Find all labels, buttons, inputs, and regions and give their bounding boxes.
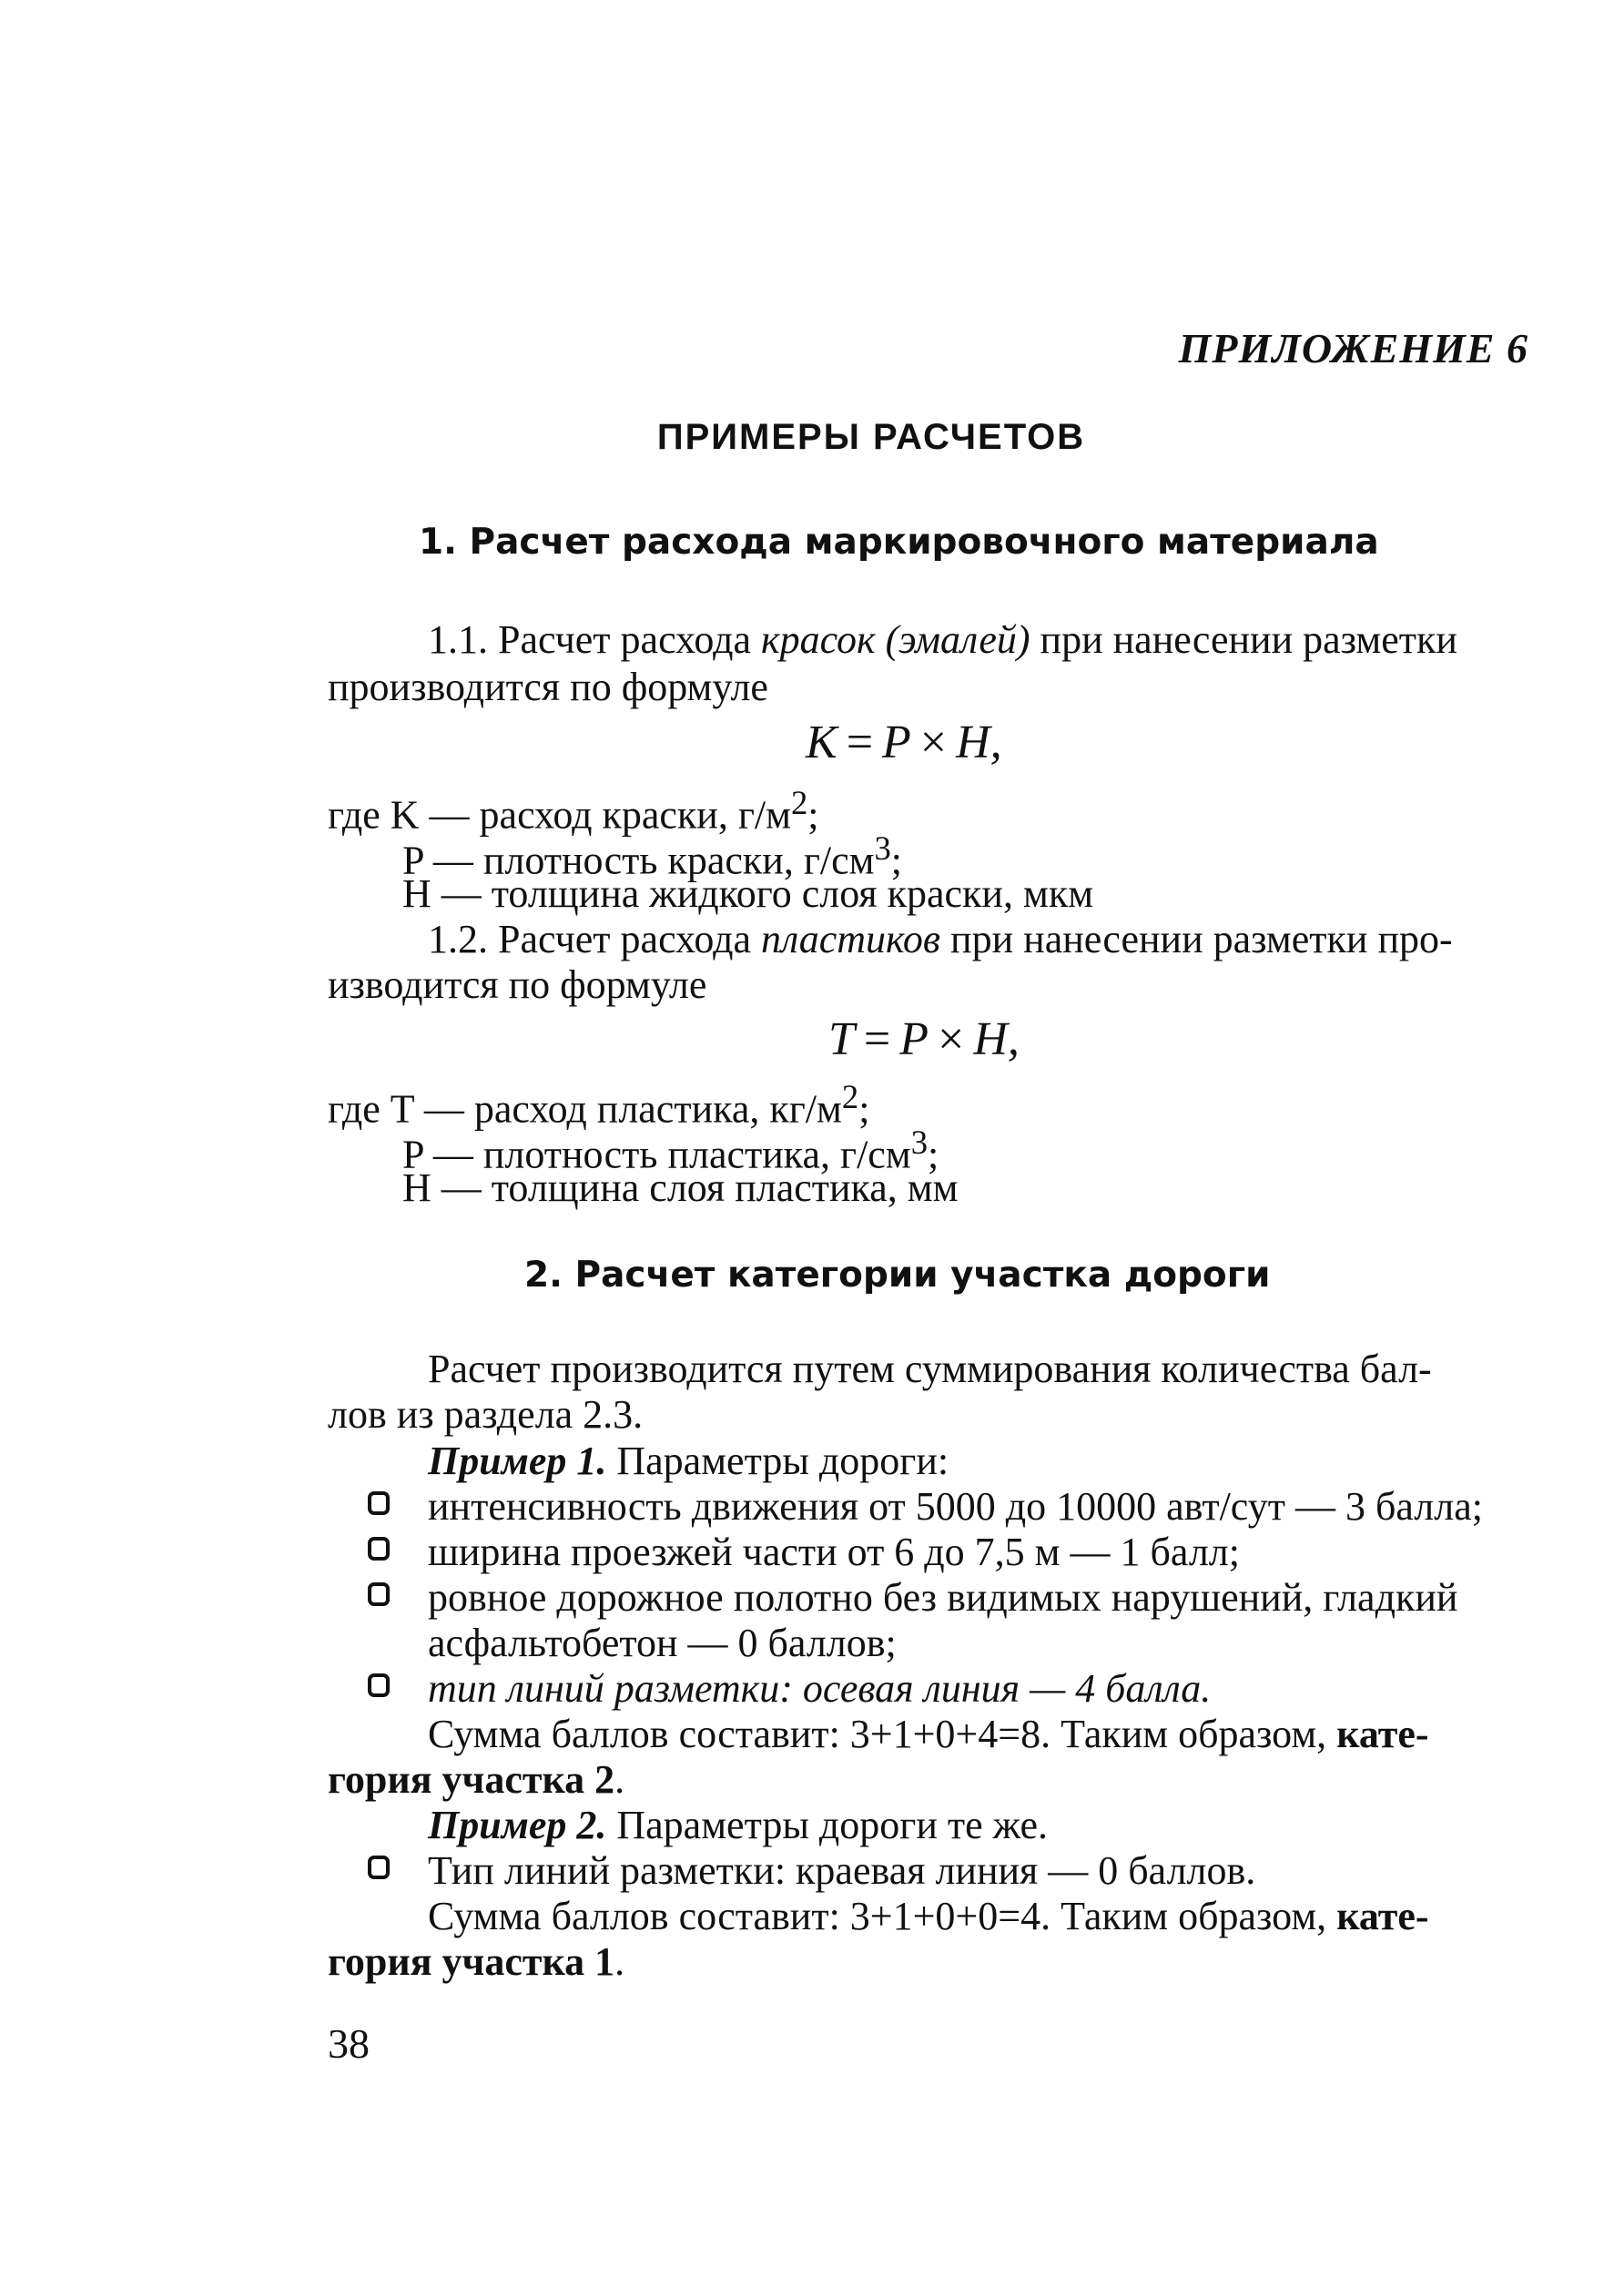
example-1-bullet-3-cont: асфальтобетон — 0 баллов; [428,1621,897,1665]
definition-p-plastic: P — плотность пластика, $г/см^3$; [402,1124,939,1177]
formula-k: K = P × H, [806,717,1002,768]
checkbox-bullet-icon [368,1673,390,1697]
example-1-sum-line-1: Сумма баллов составит: 3+1+0+4=8. Таким образом, кате- [428,1712,1429,1756]
appendix-label: ПРИЛОЖЕНИЕ 6 [1178,325,1528,371]
section-2-heading: 2. Расчет категории участка дороги [524,1255,1271,1296]
definition-k: где K — расход краски, $г/м^2$; [328,784,819,838]
example-1-heading: Пример 1. Параметры дороги: [428,1439,949,1483]
section-1-heading: 1. Расчет расхода маркировочного материала [419,522,1379,563]
section-2-intro-line-2: лов из раздела 2.3. [328,1392,644,1437]
example-1-bullet-1: интенсивность движения от 5000 до 10000 авт/сут — 3 балла; [428,1484,1483,1529]
checkbox-bullet-icon [368,1856,390,1879]
section-2-intro-line-1: Расчет производится путем суммирования количества бал- [428,1347,1432,1391]
definition-p: P — плотность краски, $г/см^3$; [402,829,903,883]
example-2-sum-line-2: гория участка 1. [328,1939,625,1984]
example-2-bullet: Тип линий разметки: краевая линия — 0 баллов. [428,1848,1256,1893]
definition-h-plastic: H — толщина слоя пластика, мм [402,1165,959,1210]
definition-h: H — толщина жидкого слоя краски, мкм [402,871,1094,916]
formula-t: T = P × H, [828,1013,1020,1065]
example-1-bullet-2: ширина проезжей части от 6 до 7,5 м — 1 балл; [428,1530,1240,1574]
checkbox-bullet-icon [368,1537,390,1561]
paragraph-1-2-line-2: изводится по формуле [328,962,707,1007]
example-1-sum-line-2: гория участка 2. [328,1757,625,1802]
emphasis-plastics: пластиков [761,917,941,961]
page-title: ПРИМЕРЫ РАСЧЕТОВ [656,417,1086,457]
definition-t: где T — расход пластика, $кг/м^2$; [328,1078,870,1132]
page-number: 38 [328,2020,370,2067]
paragraph-1-1-line-2: производится по формуле [328,665,768,709]
example-2-heading: Пример 2. Параметры дороги те же. [428,1803,1048,1847]
emphasis-paints: красок (эмалей) [761,617,1030,662]
paragraph-1-2-line-1: 1.2. Расчет расхода пластиков при нанесении разметки про- [428,917,1453,961]
example-1-bullet-3: ровное дорожное полотно без видимых нарушений, гладкий [428,1575,1458,1620]
checkbox-bullet-icon [368,1582,390,1606]
checkbox-bullet-icon [368,1491,390,1515]
example-1-bullet-4: тип линий разметки: осевая линия — 4 балла. [428,1666,1212,1711]
example-2-sum-line-1: Сумма баллов составит: 3+1+0+0=4. Таким образом, кате- [428,1894,1429,1938]
paragraph-1-1-line-1: 1.1. Расчет расхода красок (эмалей) при нанесении разметки [428,617,1457,662]
